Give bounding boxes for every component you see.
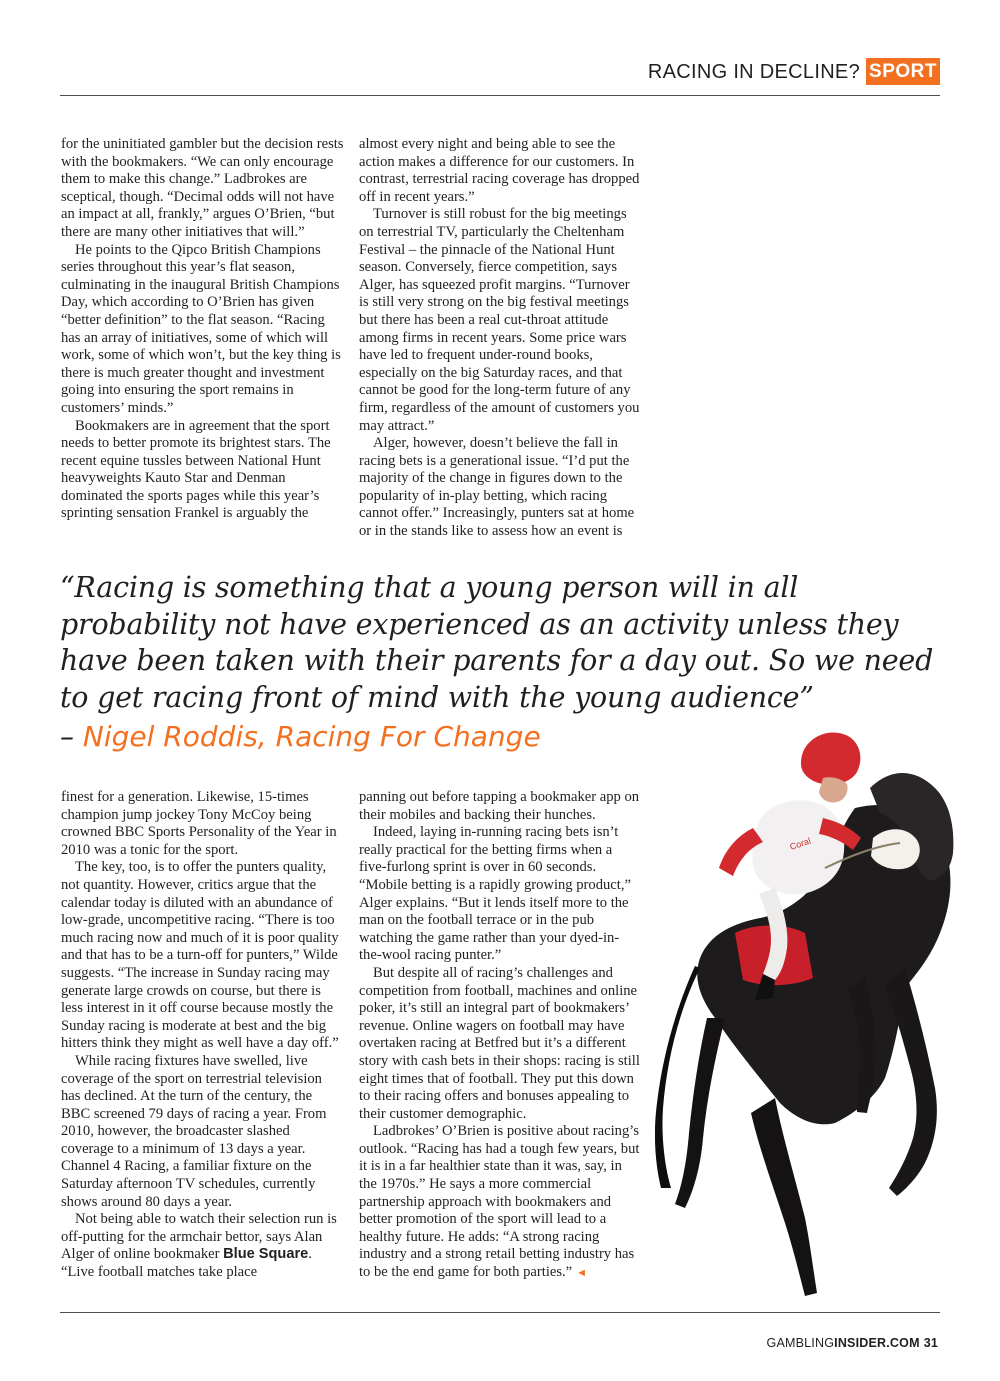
paragraph-text: Not being able to watch their selection run is off-putting for the armchair bettor, says Alan Alger of online bookmaker bbox=[61, 1211, 337, 1263]
paragraph: finest for a generation. Likewise, 15-times champion jump jockey Tony McCoy being crowned BBC Sports Personality of the Year in 2010 was a tonic for the sport. bbox=[61, 789, 337, 858]
horse-hind-leg bbox=[675, 1018, 725, 1208]
jockey-helmet bbox=[801, 733, 860, 785]
paragraph bbox=[359, 1123, 641, 1282]
horse-noseband bbox=[871, 829, 920, 869]
header-rule bbox=[60, 95, 940, 96]
horse-and-jockey-photo bbox=[655, 718, 960, 1312]
end-mark-icon: ◄ bbox=[576, 1267, 588, 1280]
attribution-name: Nigel Roddis, Racing For Change bbox=[82, 720, 541, 753]
page-number: 31 bbox=[923, 1336, 938, 1350]
section-badge: SPORT bbox=[866, 58, 940, 85]
horse-hind-leg bbox=[751, 1098, 817, 1296]
paragraph: While racing fixtures have swelled, live coverage of the sport on terrestrial television has declined. At the turn of the century, the BBC screened 79 days of racing a year. From 2010, however, the broadcaster slashed coverage to a minimum of 13 days a year. Channel 4 Racing, a familiar fixture on the Saturday afternoon TV schedules, currently shows around 80 days a year. bbox=[61, 1052, 327, 1210]
brand-name: Blue Square bbox=[223, 1246, 309, 1263]
paragraph: Indeed, laying in-running racing bets isn’t really practical for the betting firms when a five-furlong sprint is over in 60 seconds. “Mobile betting is a rapidly growing product,” Alger explains. “But it lends itself more to the man on the football terrace or in the pub watching the game rather than your dyed-in-the-wool racing punter.” bbox=[359, 824, 631, 964]
paragraph: almost every night and being able to see the action makes a difference for our customers. In contrast, terrestrial racing coverage has dropped off in recent years.” bbox=[359, 136, 640, 205]
paragraph: Bookmakers are in agreement that the sport needs to better promote its brightest stars. The recent equine tussles between National Hunt heavyweights Kauto Star and Denman dominated the sports pages while this year’s sprinting sensation Frankel is arguably the bbox=[61, 417, 331, 522]
footer-site-prefix: GAMBLING bbox=[766, 1336, 835, 1350]
paragraph: for the uninitiated gambler but the decision rests with the bookmakers. “We can only encourage them to make this change.” Ladbrokes are sceptical, though. “Decimal odds will not have an impact at all, frankly,” argues O’Brien, “but there are many other initiatives that will.” bbox=[61, 136, 344, 240]
attribution-dash: – bbox=[60, 720, 83, 753]
footer-site-name: INSIDER.COM bbox=[834, 1336, 920, 1350]
paragraph: The key, too, is to offer the punters quality, not quantity. However, critics argue that the calendar today is diluted with an abundance of low-grade, uncompetitive racing. “There is too much racing now and much of it is poor quality and that has to be a turn-off for punters,” Wilde suggests. “The increase in Sunday racing may generate large crowds on course, but there is less interest in it off course because mostly the Sunday racing is moderate at best and the big hitters think they might as well have a day off.” bbox=[61, 859, 339, 1052]
paragraph: But despite all of racing’s challenges and competition from football, machines and online poker, it’s still an integral part of bookmakers’ revenue. Online wagers on football may have overtaken racing at Betfred but it’s a different story with cash bets in their shops: racing is still eight times that of football. They put this down to their racing offers and bonuses appealing to their customer demographic. bbox=[359, 964, 640, 1122]
paragraph: He points to the Qipco British Champions series throughout this year’s flat season, culminating in the inaugural British Champions Day, which according to O’Brien has given “better definition” to the flat season. “Racing has an array of initiatives, some of which will work, some of which won’t, but the key thing is there is much greater thought and investment going into ensuring the sport remains in customers’ minds.” bbox=[61, 241, 341, 416]
column-top-left bbox=[61, 136, 346, 523]
section-title: RACING IN DECLINE? bbox=[647, 61, 860, 83]
pull-quote: “Racing is something that a young person will in all probability not have experienced as an activity unless they have been taken with their parents for a day out. So we need to get racing front of mind with the young audience” bbox=[60, 571, 934, 714]
paragraph: Alger, however, doesn’t believe the fall in racing bets is a generational issue. “I’d put the majority of the change in figures down to the popularity of in-play betting, which racing cannot offer.” Increasingly, punters sat at home or in the stands like to assess how an event is bbox=[359, 435, 635, 540]
paragraph bbox=[61, 1211, 344, 1281]
column-bottom-right bbox=[359, 789, 641, 1283]
paragraph: Turnover is still robust for the big meetings on terrestrial TV, particularly the Cheltenham Festival – the pinnacle of the National Hunt season. Conversely, fierce competition, says Alger, has squeezed profit margins. “Turnover is still very strong on the big festival meetings but there has been a real cut-throat attitude among firms in recent years. Some price wars have led to frequent under-round books, especially on the big Saturday races, and that cannot be good for the long-term future of any firm, regardless of the amount of customers you may attract.” bbox=[359, 206, 640, 434]
paragraph: panning out before tapping a bookmaker app on their mobiles and backing their hunches. bbox=[359, 789, 640, 823]
footer-rule bbox=[60, 1312, 940, 1313]
silks-sponsor-text: Coral bbox=[788, 835, 813, 852]
footer bbox=[767, 1336, 938, 1350]
paragraph-text: . “Live football matches take place bbox=[61, 1246, 312, 1281]
pull-quote-attribution bbox=[60, 719, 541, 755]
horse-front-leg bbox=[885, 968, 937, 1196]
paragraph-text: Ladbrokes’ O’Brien is positive about racing’s outlook. “Racing has had a tough few years, but it is in a far healthier state than it was, say, in the 1970s.” He says a more commercial partnership approach with bookmakers and better promotion of the sport will lead to a healthy future. He adds: “A strong racing industry and a strong retail betting industry has to be the end game for both parties.” bbox=[359, 1123, 640, 1281]
column-top-right bbox=[359, 136, 642, 541]
column-bottom-left bbox=[61, 789, 344, 1282]
